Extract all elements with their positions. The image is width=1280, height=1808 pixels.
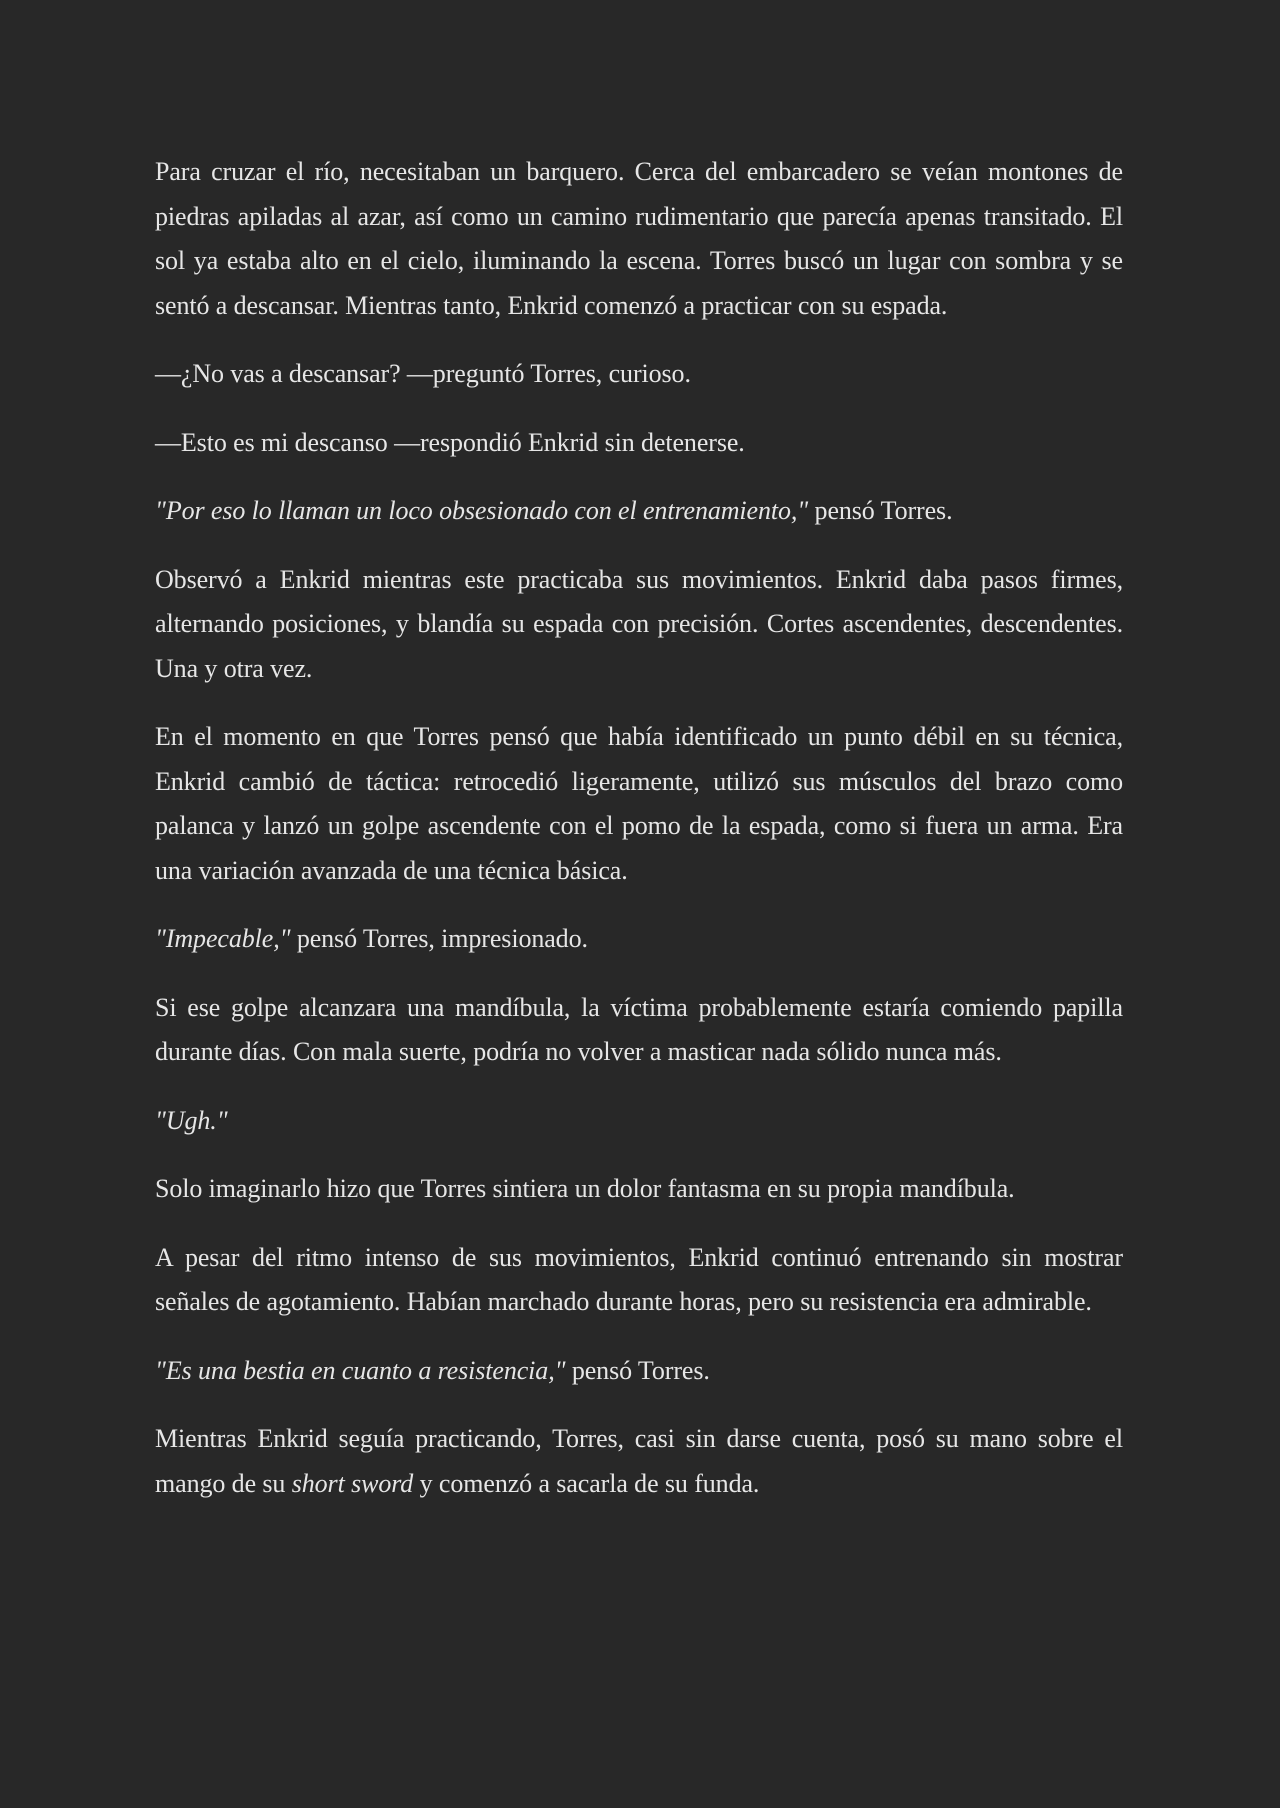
- paragraph: [155, 1417, 1123, 1506]
- paragraph: Para cruzar el río, necesitaban un barquero. Cerca del embarcadero se veían montones de piedras apiladas al azar, así como un camino rudimentario que parecía apenas transitado. El sol ya estaba alto en el cielo, iluminando la escena. Torres buscó un lugar con sombra y se sentó a descansar. Mientras tanto, Enkrid comenzó a practicar con su espada.: [155, 157, 1123, 320]
- paragraph: A pesar del ritmo intenso de sus movimientos, Enkrid continuó entrenando sin mostrar señales de agotamiento. Habían marchado durante horas, pero su resistencia era admirable.: [155, 1242, 1123, 1316]
- paragraph: Si ese golpe alcanzara una mandíbula, la víctima probablemente estaría comiendo papilla durante días. Con mala suerte, podría no volver a masticar nada sólido nunca más.: [155, 992, 1123, 1066]
- dialogue-line: —¿No vas a descansar? —preguntó Torres, curioso.: [155, 359, 691, 388]
- paragraph: Observó a Enkrid mientras este practicaba sus movimientos. Enkrid daba pasos firmes, alternando posiciones, y blandía su espada con precisión. Cortes ascendentes, descendentes. Una y otra vez.: [155, 564, 1123, 683]
- thought-attribution: pensó Torres, impresionado.: [290, 924, 588, 953]
- emphasis-text: short sword: [291, 1468, 414, 1498]
- thought-attribution: pensó Torres.: [565, 1355, 710, 1385]
- thought-quote: "Ugh.": [155, 1105, 228, 1135]
- thought-quote: "Impecable,": [155, 924, 291, 953]
- paragraph: Solo imaginarlo hizo que Torres sintiera un dolor fantasma en su propia mandíbula.: [155, 1174, 1015, 1203]
- thought-line: [155, 1349, 1123, 1394]
- paragraph-text: y comenzó a sacarla de su funda.: [413, 1468, 760, 1498]
- paragraph: En el momento en que Torres pensó que había identificado un punto débil en su técnica, Enkrid cambió de táctica: retrocedió ligeramente, utilizó sus músculos del brazo como palanca y lanzó un golpe ascendente con el pomo de la espada, como si fuera un arma. Era una variación avanzada de una técnica básica.: [155, 722, 1123, 885]
- thought-line: [155, 917, 1123, 962]
- thought-quote: "Por eso lo llaman un loco obsesionado con el entrenamiento,": [155, 496, 809, 525]
- dialogue-line: —Esto es mi descanso —respondió Enkrid sin detenerse.: [155, 427, 745, 457]
- thought-line: [155, 1099, 1123, 1144]
- thought-quote: "Es una bestia en cuanto a resistencia,": [155, 1355, 566, 1385]
- thought-line: [155, 489, 1123, 534]
- thought-attribution: pensó Torres.: [808, 496, 953, 525]
- paragraph-text: Mientras Enkrid seguía practicando, Torres, casi sin darse cuenta, posó su mano sobre el mango de su: [155, 1424, 1123, 1498]
- document-body: [155, 150, 1123, 1530]
